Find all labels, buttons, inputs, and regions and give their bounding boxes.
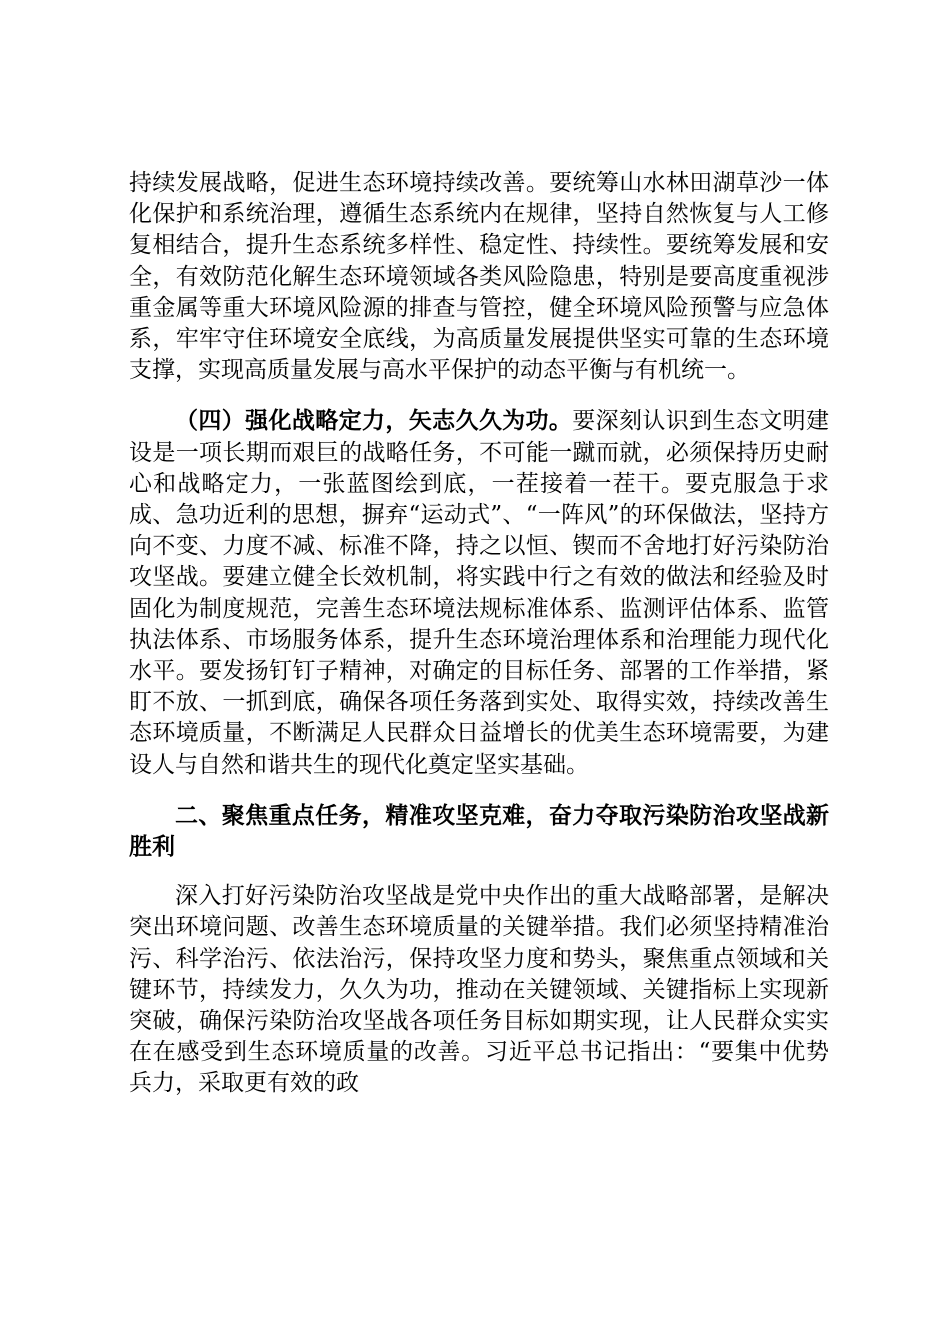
section-four-lead: （四）强化战略定力，矢志久久为功。 [175,407,573,435]
paragraph-last: 深入打好污染防治攻坚战是党中央作出的重大战略部署，是解决突出环境问题、改善生态环境质量的关键举措。我们必须坚持精准治污、科学治污、依法治污，保持攻坚力度和势头，聚焦重点领域和关键环节，持续发力，久久为功，推动在关键领域、关键指标上实现新突破，确保污染防治攻坚战各项任务目标如期实现，让人民群众实实在在感受到生态环境质量的改善。习近平总书记指出：“要集中优势兵力，采取更有效的政 [129,883,829,1097]
paragraph-continued: 持续发展战略，促进生态环境持续改善。要统筹山水林田湖草沙一体化保护和系统治理，遵循生态系统内在规律，坚持自然恢复与人工修复相结合，提升生态系统多样性、稳定性、持续性。要统筹发展和安全，有效防范化解生态环境领域各类风险隐患，特别是要高度重视涉重金属等重大环境风险源的排查与管控，健全环境风险预警与应急体系，牢牢守住环境安全底线，为高质量发展提供坚实可靠的生态环境支撑，实现高质量发展与高水平保护的动态平衡与有机统一。 [129,170,829,384]
section-four-paragraph [129,405,829,780]
document-body [129,168,829,1100]
section-four-body: 要深刻认识到生态文明建设是一项长期而艰巨的战略任务，不可能一蹴而就，必须保持历史耐心和战略定力，一张蓝图绘到底，一茬接着一茬干。要克服急于求成、急功近利的思想，摒弃“运动式”、“一阵风”的环保做法，坚持方向不变、力度不减、标准不降，持之以恒、锲而不舍地打好污染防治攻坚战。要建立健全长效机制，将实践中行之有效的做法和经验及时固化为制度规范，完善生态环境法规标准体系、监测评估体系、监管执法体系、市场服务体系，提升生态环境治理体系和治理能力现代化水平。要发扬钉钉子精神，对确定的目标任务、部署的工作举措，紧盯不放、一抓到底，确保各项任务落到实处、取得实效，持续改善生态环境质量，不断满足人民群众日益增长的优美生态环境需要，为建设人与自然和谐共生的现代化奠定坚实基础。 [129,408,830,778]
section-heading-two: 二、聚焦重点任务，精准攻坚克难，奋力夺取污染防治攻坚战新胜利 [129,801,829,861]
